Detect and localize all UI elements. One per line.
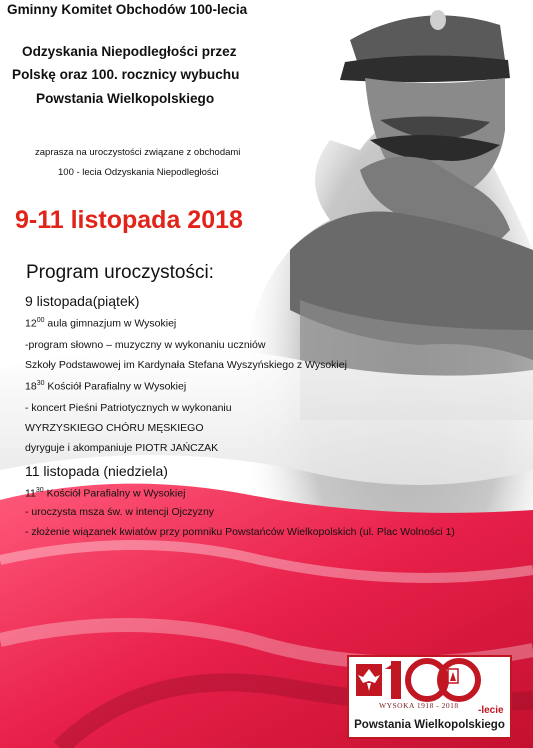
day1-time2-sup: 30 [36, 380, 45, 387]
anniversary-logo [347, 655, 512, 739]
day1-event1-label: aula gimnazjum w Wysokiej [44, 317, 177, 330]
day1-item1: -program słowno – muzyczny w wykonaniu uczniów [25, 339, 266, 351]
day2-heading: 11 listopada (niedziela) [25, 463, 168, 479]
day1-time1: 12 [25, 317, 37, 330]
invite-line-2: 100 - lecia Odzyskania Niepodległości [58, 167, 219, 178]
day1-heading: 9 listopada(piątek) [25, 293, 140, 309]
logo-town: WYSOKA 1918 - 2018 [379, 701, 459, 710]
logo-caption: Powstania Wielkopolskiego [354, 719, 505, 731]
day2-event1 [25, 487, 185, 499]
day1-item4: WYRZYSKIEGO CHÓRU MĘSKIEGO [25, 422, 204, 434]
day2-time1: 11 [25, 487, 36, 500]
day1-item3: - koncert Pieśni Patriotycznych w wykonaniu [25, 402, 232, 414]
day1-event2-label: Kościół Parafialny w Wysokiej [44, 380, 187, 393]
day2-event1-label: Kościół Parafialny w Wysokiej [43, 487, 186, 500]
header-line-4: Powstania Wielkopolskiego [36, 91, 215, 106]
date-range: 9-11 listopada 2018 [15, 206, 243, 234]
day2-time1-sup: 30 [35, 487, 44, 494]
logo-lecie: -lecie [478, 705, 504, 716]
day2-item1: - uroczysta msza św. w intencji Ojczyzny [25, 506, 215, 518]
invite-line-1: zaprasza na uroczystości związane z obchodami [35, 147, 241, 158]
header-line-2: Odzyskania Niepodległości przez [22, 44, 237, 59]
day1-time2: 18 [25, 380, 37, 393]
day1-event2 [25, 380, 186, 392]
day1-time1-sup: 00 [36, 317, 45, 324]
header-line-3: Polskę oraz 100. rocznicy wybuchu [12, 67, 240, 82]
day2-item2: - złożenie wiązanek kwiatów przy pomniku Powstańców Wielkopolskich (ul. Plac Wolności 1) [25, 526, 455, 538]
day1-event1 [25, 317, 176, 329]
day1-item5: dyryguje i akompaniuje PIOTR JAŃCZAK [25, 442, 219, 454]
program-title: Program uroczystości: [26, 262, 214, 283]
header-line-1: Gminny Komitet Obchodów 100-lecia [7, 2, 248, 17]
day1-item2: Szkoły Podstawowej im Kardynała Stefana Wyszyńskiego z Wysokiej [25, 359, 347, 371]
